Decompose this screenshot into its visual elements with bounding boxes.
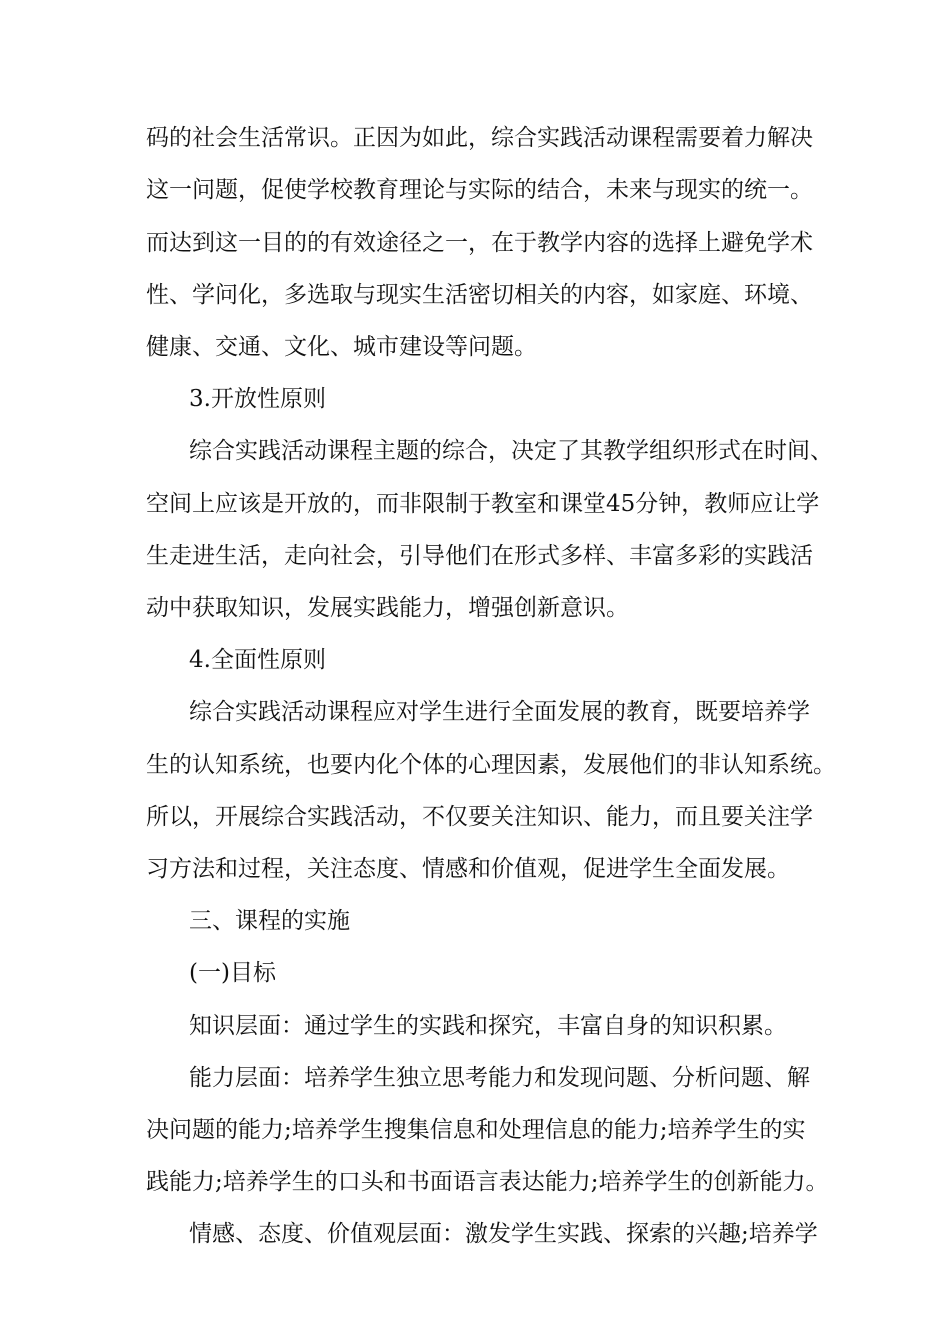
- paragraph-first-line: 情感、态度、价值观层面：激发学生实践、探索的兴趣;培养学: [189, 1221, 818, 1247]
- paragraph-first-line: 综合实践活动课程主题的综合，决定了其教学组织形式在时间、: [189, 438, 833, 464]
- body-line: 健康、交通、文化、城市建设等问题。: [146, 334, 537, 360]
- body-line: 践能力;培养学生的口头和书面语言表达能力;培养学生的创新能力。: [146, 1169, 829, 1195]
- body-line: 动中获取知识，发展实践能力，增强创新意识。: [146, 595, 629, 621]
- paragraph-first-line: 综合实践活动课程应对学生进行全面发展的教育，既要培养学: [189, 699, 810, 725]
- body-line: 所以，开展综合实践活动，不仅要关注知识、能力，而且要关注学: [146, 804, 813, 830]
- section-heading: 3.开放性原则: [189, 386, 326, 412]
- body-line: 码的社会生活常识。正因为如此，综合实践活动课程需要着力解决: [146, 125, 813, 151]
- body-line: 生的认知系统，也要内化个体的心理因素，发展他们的非认知系统。: [146, 752, 836, 778]
- paragraph-first-line: 知识层面：通过学生的实践和探究，丰富自身的知识积累。: [189, 1013, 787, 1039]
- body-line: 而达到这一目的的有效途径之一，在于教学内容的选择上避免学术: [146, 230, 813, 256]
- body-line: 决问题的能力;培养学生搜集信息和处理信息的能力;培养学生的实: [146, 1117, 806, 1143]
- section-heading: 三、课程的实施: [189, 908, 350, 934]
- body-line: 空间上应该是开放的，而非限制于教室和课堂45分钟，教师应让学: [146, 491, 820, 517]
- paragraph-first-line: 能力层面：培养学生独立思考能力和发现问题、分析问题、解: [189, 1065, 810, 1091]
- body-line: 生走进生活，走向社会，引导他们在形式多样、丰富多彩的实践活: [146, 543, 813, 569]
- section-heading: 4.全面性原则: [189, 647, 326, 673]
- body-line: 习方法和过程，关注态度、情感和价值观，促进学生全面发展。: [146, 856, 790, 882]
- body-line: 这一问题，促使学校教育理论与实际的结合，未来与现实的统一。: [146, 177, 813, 203]
- subsection-heading: (一)目标: [189, 960, 276, 986]
- body-line: 性、学问化，多选取与现实生活密切相关的内容，如家庭、环境、: [146, 282, 813, 308]
